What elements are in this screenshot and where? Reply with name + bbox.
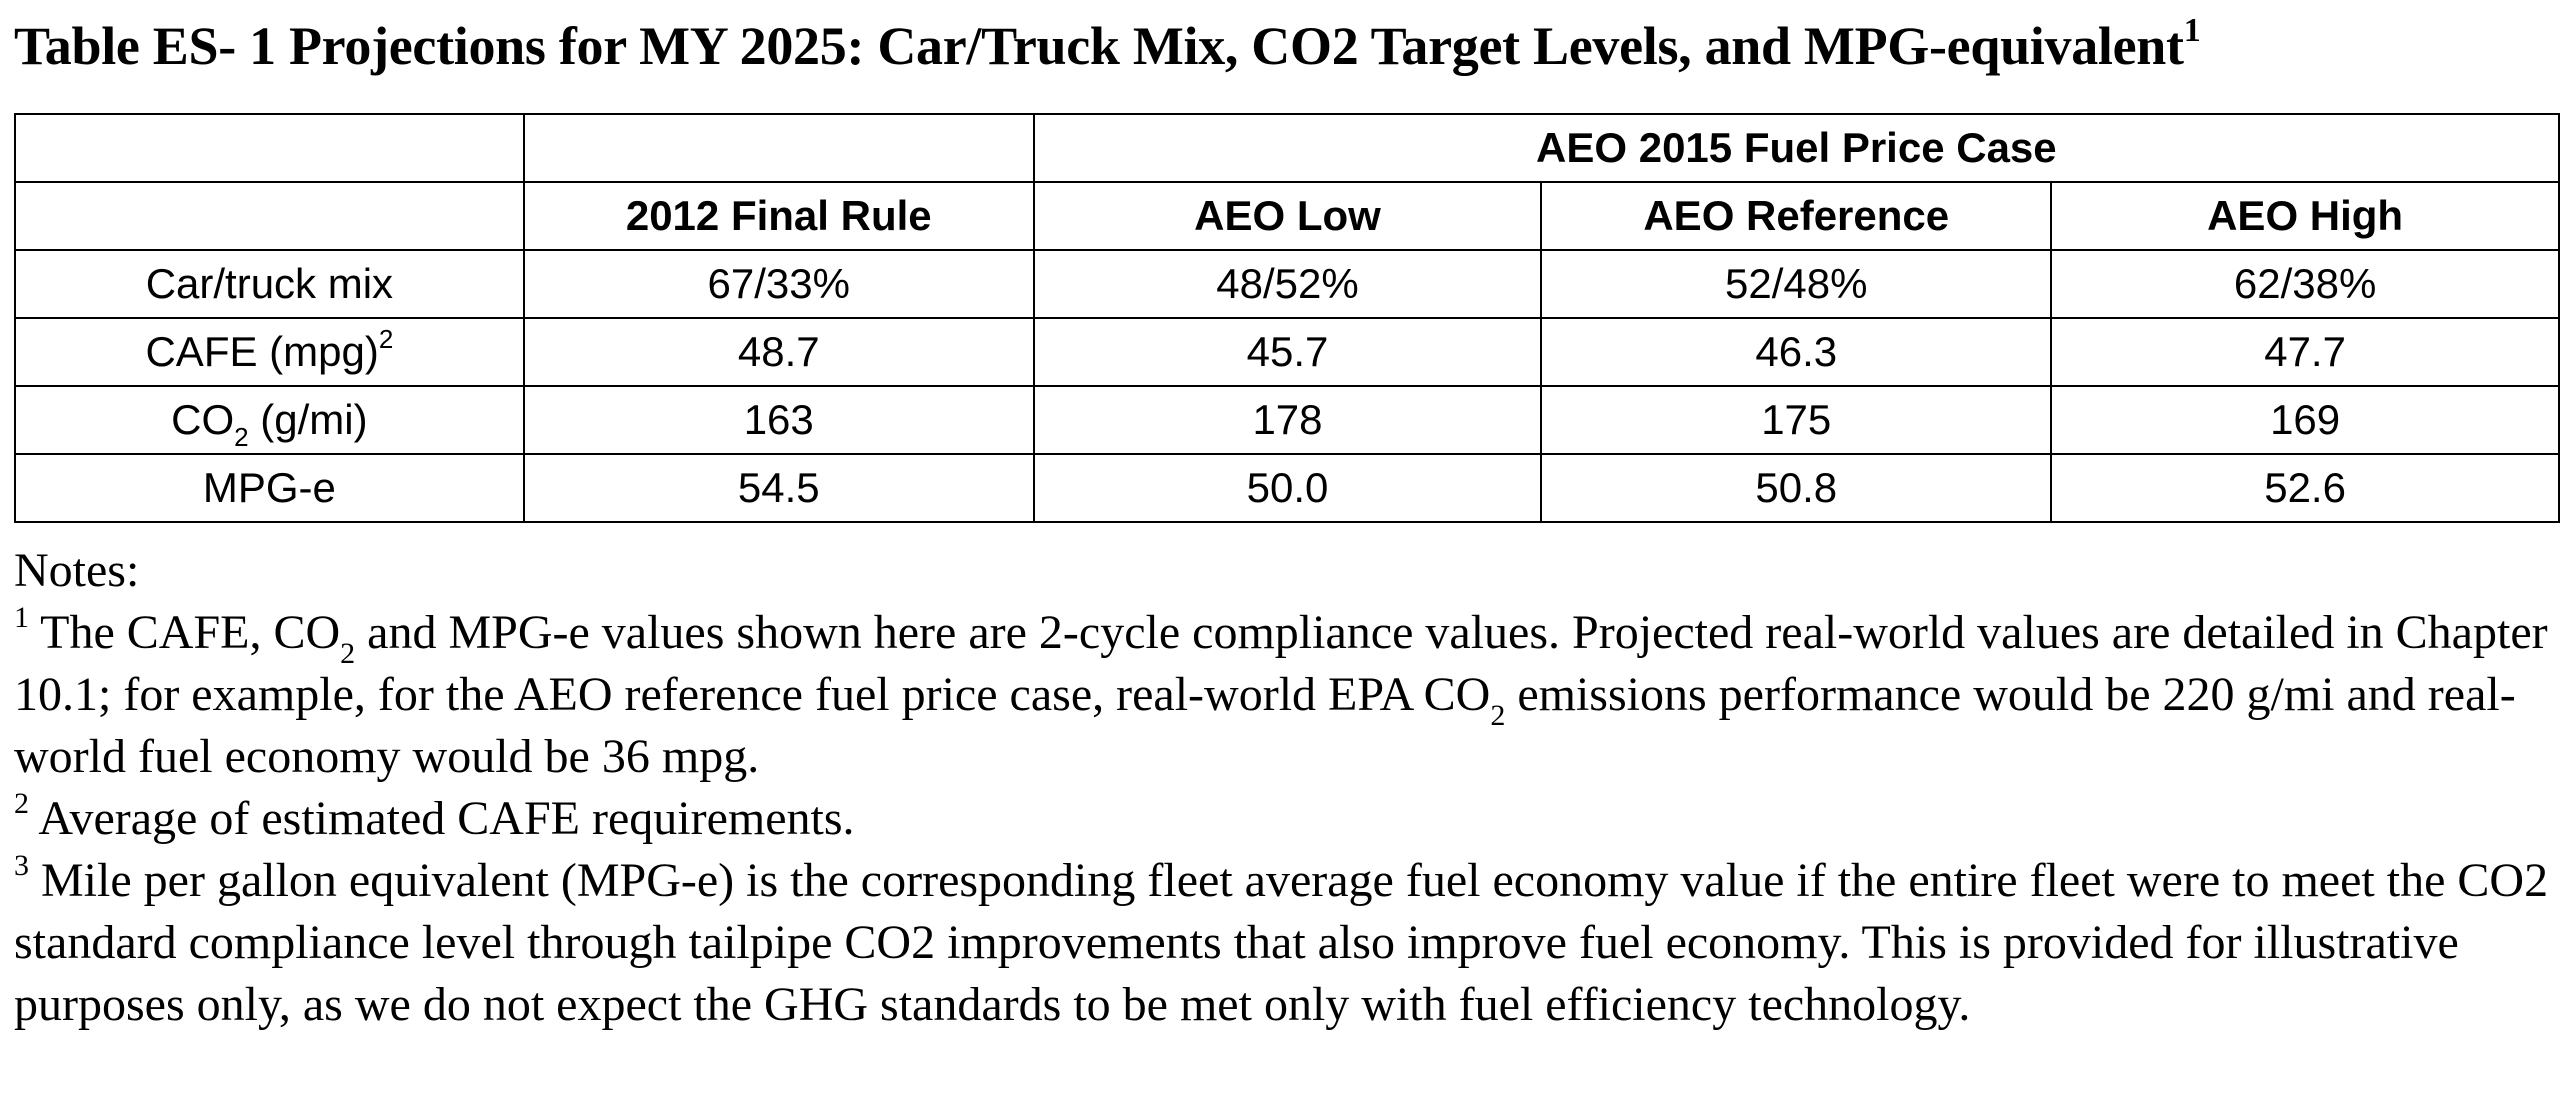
footnote-2 (14, 788, 2554, 850)
column-header: AEO Low (1034, 182, 1542, 250)
table-cell: 46.3 (1541, 318, 2051, 386)
footnote-subscript: 2 (340, 636, 356, 670)
table-cell: 62/38% (2051, 250, 2559, 318)
row-label-unit: (g/mi) (248, 396, 368, 443)
table-title-footnote-marker: 1 (2183, 12, 2201, 49)
table-cell: 48/52% (1034, 250, 1542, 318)
table-cell: 175 (1541, 386, 2051, 454)
footnote-marker: 1 (14, 601, 29, 634)
table-title (14, 14, 2554, 78)
footnote-3 (14, 850, 2554, 1036)
table-group-header-row (15, 114, 2559, 182)
table-row (15, 318, 2559, 386)
table-row (15, 454, 2559, 522)
footnote-marker: 2 (14, 787, 29, 820)
table-row (15, 250, 2559, 318)
column-header: 2012 Final Rule (524, 182, 1034, 250)
table-cell: 50.0 (1034, 454, 1542, 522)
table-cell: 52.6 (2051, 454, 2559, 522)
table-cell: 48.7 (524, 318, 1034, 386)
table-corner-cell (15, 114, 524, 182)
row-label: MPG-e (15, 454, 524, 522)
footnote-1 (14, 602, 2554, 788)
column-header: AEO Reference (1541, 182, 2051, 250)
table-cell: 45.7 (1034, 318, 1542, 386)
notes-heading: Notes: (14, 544, 140, 597)
footnote-text: The CAFE, CO (29, 606, 341, 659)
row-label-footnote-marker: 2 (378, 324, 394, 354)
projections-table (14, 113, 2560, 523)
table-cell: 54.5 (524, 454, 1034, 522)
table-cell: 50.8 (1541, 454, 2051, 522)
fuel-price-case-header: AEO 2015 Fuel Price Case (1034, 114, 2559, 182)
row-label-text: CAFE (mpg) (145, 328, 379, 375)
footnote-subscript: 2 (1490, 698, 1506, 732)
row-label-subscript: 2 (234, 422, 249, 453)
table-title-text: Table ES- 1 Projections for MY 2025: Car/Truck Mix, CO2 Target Levels, and MPG-equivalent (14, 16, 2184, 76)
table-cell: 178 (1034, 386, 1542, 454)
table-cell: 47.7 (2051, 318, 2559, 386)
footnote-text: and MPG-e values shown here are 2-cycle compliance values. Projected real-world values are detailed in Chapter 10.1; for example, for the AEO reference fuel price case, real-world EPA CO (14, 606, 2548, 721)
row-label-text: CO (171, 396, 235, 443)
table-notes (14, 540, 2554, 1036)
table-row (15, 386, 2559, 454)
row-label: Car/truck mix (15, 250, 524, 318)
table-cell: 163 (524, 386, 1034, 454)
table-column-header-row (15, 182, 2559, 250)
footnote-marker: 3 (14, 849, 29, 882)
table-cell: 52/48% (1541, 250, 2051, 318)
table-cell: 169 (2051, 386, 2559, 454)
row-label (15, 318, 524, 386)
table-corner-cell (15, 182, 524, 250)
footnote-text: Mile per gallon equivalent (MPG-e) is the corresponding fleet average fuel economy value if the entire fleet were to meet the CO2 standard compliance level through tailpipe CO2 improvements that also improve fuel economy. This is provided for illustrative purposes only, as we do not expect the GHG standards to be met only with fuel efficiency technology. (14, 854, 2549, 1031)
column-header: AEO High (2051, 182, 2559, 250)
row-label (15, 386, 524, 454)
table-cell: 67/33% (524, 250, 1034, 318)
footnote-text: emissions performance would be 220 g/mi and real-world fuel economy would be 36 mpg. (14, 668, 2516, 783)
table-blank-header-cell (524, 114, 1034, 182)
footnote-text: Average of estimated CAFE requirements. (29, 792, 855, 845)
